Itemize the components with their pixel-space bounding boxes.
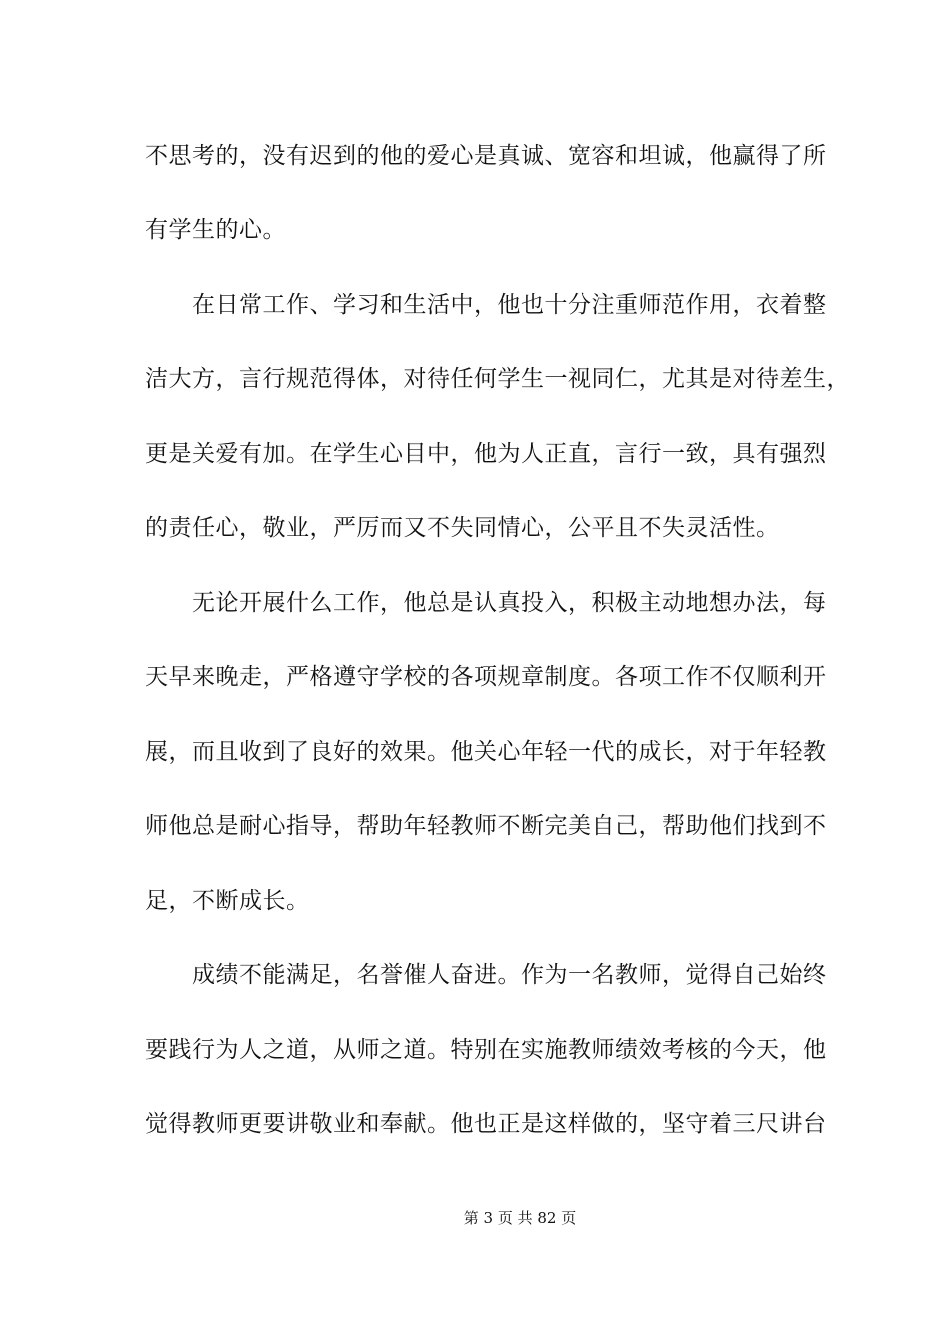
text-line: 成绩不能满足，名誉催人奋进。作为一名教师，觉得自己始终 <box>145 962 827 988</box>
text-line: 在日常工作、学习和生活中，他也十分注重师范作用，衣着整 <box>145 292 827 318</box>
text-line: 足，不断成长。 <box>145 888 310 914</box>
text-line: 更是关爱有加。在学生心目中，他为人正直，言行一致，具有强烈 <box>145 441 827 467</box>
text-line: 有学生的心。 <box>145 217 286 243</box>
text-line: 洁大方，言行规范得体，对待任何学生一视同仁，尤其是对待差生， <box>145 366 850 392</box>
text-line: 的责任心，敬业，严厉而又不失同情心，公平且不失灵活性。 <box>145 515 780 541</box>
text-line: 师他总是耐心指导，帮助年轻教师不断完美自己，帮助他们找到不 <box>145 813 827 839</box>
page-number-footer: 第 3 页 共 82 页 <box>463 1209 577 1227</box>
text-line: 展，而且收到了良好的效果。他关心年轻一代的成长，对于年轻教 <box>145 739 827 765</box>
text-line: 觉得教师更要讲敬业和奉献。他也正是这样做的，坚守着三尺讲台 <box>145 1111 827 1137</box>
text-line: 天早来晚走，严格遵守学校的各项规章制度。各项工作不仅顺利开 <box>145 664 827 690</box>
text-line: 无论开展什么工作，他总是认真投入，积极主动地想办法，每 <box>145 590 827 616</box>
text-line: 不思考的，没有迟到的他的爱心是真诚、宽容和坦诚，他赢得了所 <box>145 143 827 169</box>
text-line: 要践行为人之道，从师之道。特别在实施教师绩效考核的今天，他 <box>145 1037 827 1063</box>
